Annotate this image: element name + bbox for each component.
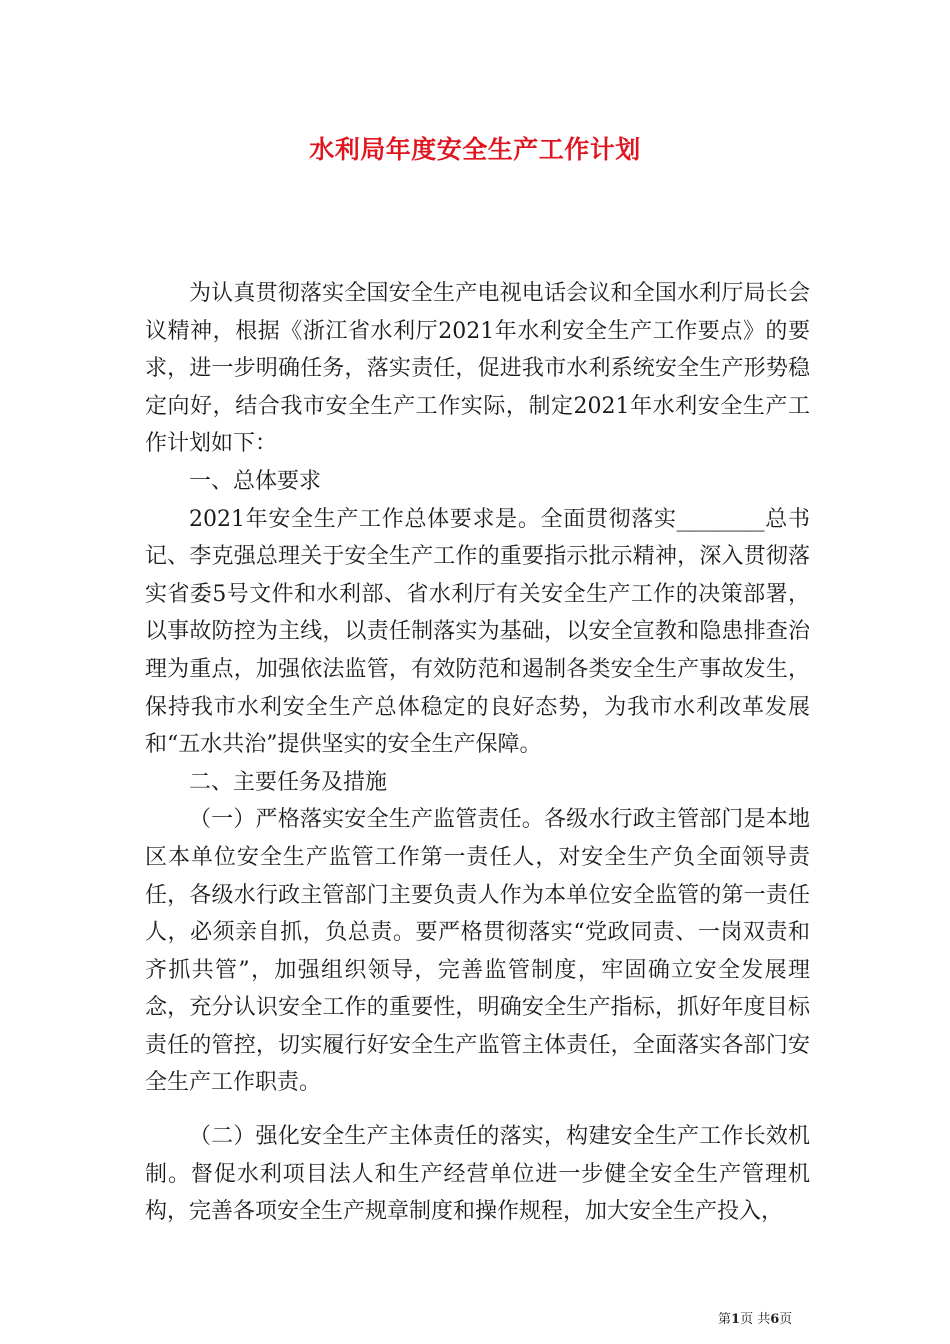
footer-middle: 页 共 [740, 1312, 771, 1327]
current-page-number: 1 [731, 1312, 741, 1327]
footer-prefix: 第 [718, 1312, 732, 1327]
total-page-count: 6 [770, 1312, 780, 1327]
section-heading-general-requirements: 一、总体要求 [189, 468, 322, 494]
document-body [145, 275, 810, 1231]
general-requirements-paragraph: 2021年安全生产工作总体要求是。全面贯彻落实________总书记、李克强总理关于安全生产工作的重要指示批示精神，深入贯彻落实省委5号文件和水利部、省水利厅有关安全生产工作的决策部署，以事故防控为主线，以责任制落实为基础，以安全宣教和隐患排查治理为重点，加强依法监管，有效防范和遏制各类安全生产事故发生，保持我市水利安全生产总体稳定的良好态势，为我市水利改革发展和“五水共治”提供坚实的安全生产保障。 [145, 506, 810, 758]
footer-suffix: 页 [779, 1312, 793, 1327]
task-two-paragraph: （二）强化安全生产主体责任的落实，构建安全生产工作长效机制。督促水利项目法人和生产经营单位进一步健全安全生产管理机构，完善各项安全生产规章制度和操作规程，加大安全生产投入， [145, 1124, 810, 1225]
page-number-footer [718, 1308, 792, 1327]
section-heading-main-tasks: 二、主要任务及措施 [189, 769, 388, 795]
intro-paragraph: 为认真贯彻落实全国安全生产电视电话会议和全国水利厅局长会议精神，根据《浙江省水利厅2021年水利安全生产工作要点》的要求，进一步明确任务，落实责任，促进我市水利系统安全生产形势稳定向好，结合我市安全生产工作实际，制定2021年水利安全生产工作计划如下： [145, 281, 810, 457]
document-title: 水利局年度安全生产工作计划 [309, 135, 641, 164]
task-one-paragraph: （一）严格落实安全生产监管责任。各级水行政主管部门是本地区本单位安全生产监管工作第一责任人，对安全生产负全面领导责任，各级水行政主管部门主要负责人作为本单位安全监管的第一责任人，必须亲自抓，负总责。要严格贯彻落实“党政同责、一岗双责和齐抓共管”，加强组织领导，完善监管制度，牢固确立安全发展理念，充分认识安全工作的重要性，明确安全生产指标，抓好年度目标责任的管控，切实履行好安全生产监管主体责任，全面落实各部门安全生产工作职责。 [145, 807, 810, 1096]
